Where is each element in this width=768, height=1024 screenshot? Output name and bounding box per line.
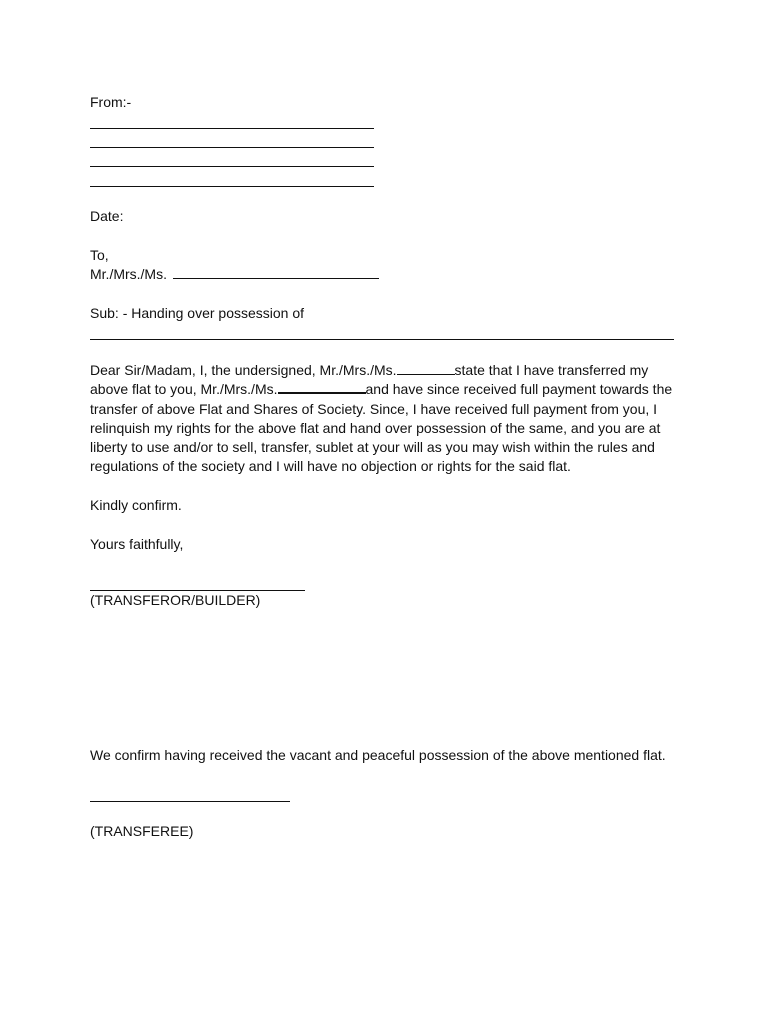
- acknowledgement-text: We confirm having received the vacant and peaceful possession of the above mentioned flat.: [90, 747, 666, 763]
- recipient-line: [90, 265, 379, 283]
- transferee-label: (TRANSFEREE): [90, 823, 194, 839]
- transferor-label: (TRANSFEROR/BUILDER): [90, 592, 261, 608]
- sign-off-text: Yours faithfully,: [90, 536, 184, 552]
- body-segment-1: Dear Sir/Madam, I, the undersigned, Mr./Mrs./Ms.: [90, 362, 397, 378]
- from-line-4: [90, 186, 374, 187]
- transferor-name-blank: [397, 362, 455, 375]
- subject-blank-line: [90, 339, 674, 340]
- date-label: Date:: [90, 208, 124, 224]
- recipient-name-blank: [173, 266, 379, 279]
- to-label: To,: [90, 247, 109, 263]
- from-line-2: [90, 147, 374, 148]
- recipient-name-label: Mr./Mrs./Ms.: [90, 266, 167, 282]
- subject-label: Sub: - Handing over possession of: [90, 305, 305, 321]
- from-line-3: [90, 166, 374, 167]
- transferee-name-blank: [278, 380, 366, 394]
- body-paragraph: [90, 361, 674, 477]
- body-segment-2: state that I have transferred my above flat to you, Mr./Mrs./Ms.: [90, 362, 649, 398]
- from-label: From:-: [90, 94, 132, 110]
- from-line-1: [90, 128, 374, 129]
- body-segment-3: and have since received full payment towards the transfer of above Flat and Shares of Society. Since, I have received full payment from you, I relinquish my rights for the above flat and hand over possession of the same, and you are at liberty to use and/or to sell, transfer, sublet at your will as you may wish within the rules and regulations of the society and I will have no objection or rights for the said flat.: [90, 381, 673, 475]
- kindly-confirm-text: Kindly confirm.: [90, 497, 182, 513]
- transferee-signature-line: [90, 801, 290, 802]
